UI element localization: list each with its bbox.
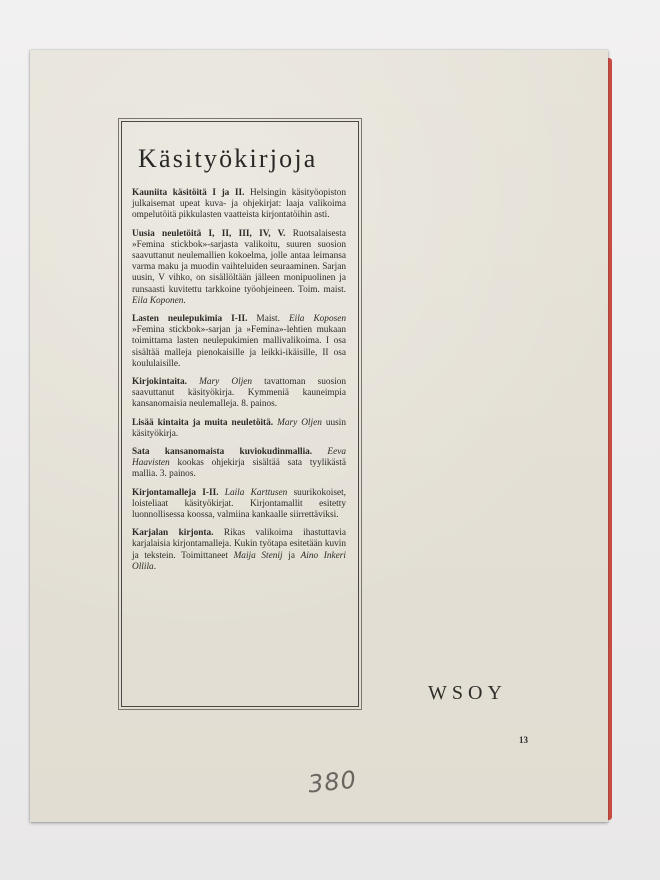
publisher-logo-text: WSOY bbox=[428, 682, 507, 704]
entry-text: suurikokoiset, loisteliaat käsityökirjat. Kirjontamallit esitetty luonnollisessa koossa, valmiina kankaalle siirrettäviksi. bbox=[132, 487, 346, 521]
entry-title: Kauniita käsitöitä I ja II. bbox=[132, 188, 245, 198]
entry-text: tavattoman suosion saavuttanut käsityökirja. Kymmeniä kauneimpia kansanomaisia neulemalleja. 8. painos. bbox=[132, 377, 346, 410]
page-number: 13 bbox=[519, 735, 528, 745]
ad-entry bbox=[132, 188, 348, 222]
entry-author: Mary Oljen bbox=[277, 417, 322, 428]
entry-text: uusin käsityökirja. bbox=[132, 417, 346, 439]
entry-author: Mary Oljen bbox=[199, 377, 253, 388]
entry-text: Rikas valikoima ihastuttavia karjalaisia kirjontamalleja. Kukin työtapa esitetään kuvin ja tekstein. Toimittaneet bbox=[132, 528, 347, 561]
book-back-cover bbox=[30, 50, 608, 822]
entry-title: Sata kansanomaista kuviokudinmallia. bbox=[132, 447, 313, 458]
ad-entry bbox=[132, 314, 348, 370]
entry-author: Eila Koposen bbox=[288, 314, 347, 325]
entry-author: Aino Inkeri Ollila bbox=[132, 550, 346, 572]
entry-author: Laila Karttusen bbox=[224, 487, 288, 498]
entry-author: Maija Stenij bbox=[233, 550, 283, 561]
entry-author: Eeva Haavisten bbox=[132, 447, 346, 469]
entry-text: kookas ohjekirja sisältää sata tyylikästä mallia. 3. painos. bbox=[132, 458, 346, 480]
entry-text bbox=[312, 447, 327, 457]
entry-author: Eila Koponen bbox=[132, 295, 184, 306]
entry-title: Kirjontamalleja I-II. bbox=[132, 487, 219, 498]
ad-entry bbox=[132, 528, 348, 573]
entry-title: Uusia neuletöitä I, II, III, IV, V. bbox=[132, 228, 286, 239]
entry-text bbox=[187, 377, 199, 387]
ad-title: Käsityökirjoja bbox=[138, 144, 318, 173]
ad-entry bbox=[132, 418, 348, 440]
advertisement-box bbox=[121, 121, 359, 707]
entry-title: Lasten neulepukimia I-II. bbox=[132, 314, 248, 325]
entry-title: Kirjokintaita. bbox=[132, 377, 188, 388]
ad-entry bbox=[132, 488, 348, 522]
ad-entry bbox=[132, 229, 348, 307]
entry-text: Maist. bbox=[247, 314, 289, 325]
entry-text: »Femina stickbok»-sarjan ja »Femina»-lehtien mukaan toimittama lasten neulepukimien mallivalikoima. I osa sisältää malleja pienokaisille ja leikki-ikäisille, II osa koululaisille. bbox=[132, 325, 346, 369]
entry-text: ja bbox=[282, 550, 301, 561]
handwritten-price: 380 bbox=[306, 765, 359, 799]
entry-tail: . bbox=[183, 295, 186, 306]
ad-entry bbox=[132, 377, 348, 411]
entry-text: Helsingin käsityöopiston julkaisemat upeat kuva- ja ohjekirjat: laaja valikoima ompelutöitä pikkulasten vaatteista kirjontatöihin asti. bbox=[132, 188, 346, 221]
entry-title: Karjalan kirjonta. bbox=[132, 528, 214, 539]
entry-text: Ruotsalaisesta »Femina stickbok»-sarjasta valikoitu, suuren suosion saavuttanut neulemallien kokoelma, jolle antaa leimansa varma maku ja muodin vaihteluiden seuraaminen. Sarjan uusin, V vihko, on sisällöltään jälleen monipuolinen ja runsaasti kuvitettu tarkkoine työohjeineen. Toim. maist. bbox=[132, 228, 346, 295]
entry-tail: . bbox=[153, 561, 157, 572]
entry-title: Lisää kintaita ja muita neuletöitä. bbox=[132, 417, 274, 428]
ad-entry bbox=[132, 447, 348, 481]
